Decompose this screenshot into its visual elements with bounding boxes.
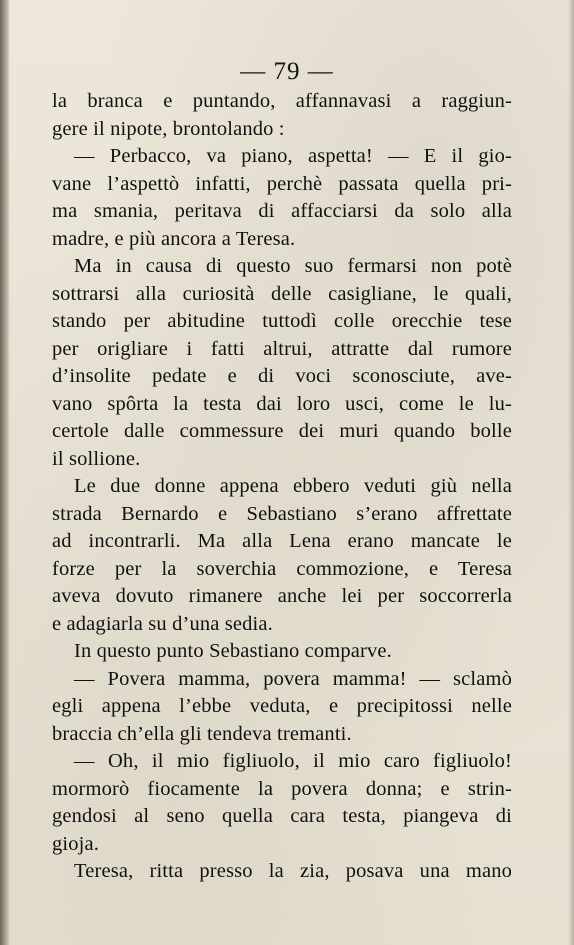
text-line: gere il nipote, brontolando : [52, 117, 285, 140]
text-line: ad incontrarli. Ma alla Lena erano mancate le [52, 530, 512, 552]
text-line: forze per la soverchia commozione, e Teresa [52, 557, 512, 580]
text-line: egli appena l’ebbe veduta, e precipitossi nelle [52, 695, 512, 717]
page-gutter-shadow [0, 0, 10, 945]
text-line: per origliare i fatti altrui, attratte dal rumore [52, 337, 512, 360]
text-line: In questo punto Sebastiano comparve. [74, 640, 392, 662]
text-line: Le due donne appena ebbero veduti giù nella [74, 475, 512, 497]
text-line: vane l’aspettò infatti, perchè passata quella pri- [52, 172, 512, 195]
text-line: madre, e più ancora a Teresa. [52, 227, 296, 250]
page-edge-shadow [568, 0, 574, 945]
text-line: Ma in causa di questo suo fermarsi non potè [74, 255, 512, 277]
text-line: aveva dovuto rimanere anche lei per soccorrerla [52, 585, 512, 607]
text-line: il sollione. [52, 447, 141, 470]
text-line: stando per abitudine tuttodì colle orecchie tese [52, 310, 512, 332]
text-line: — Perbacco, va piano, aspetta! — E il gio- [74, 145, 512, 167]
text-line: sottrarsi alla curiosità delle casigliane, le quali, [52, 282, 512, 305]
text-line: — Povera mamma, povera mamma! — sclamò [74, 667, 512, 690]
text-line: braccia ch’ella gli tendeva tremanti. [52, 722, 352, 745]
page-number: — 79 — [240, 58, 334, 85]
text-line: ma smania, peritava di affacciarsi da solo alla [52, 200, 512, 222]
text-line: gioja. [52, 832, 100, 855]
text-line: Teresa, ritta presso la zia, posava una mano [74, 860, 512, 882]
text-line: la branca e puntando, affannavasi a raggiun- [52, 90, 512, 112]
text-line: d’insolite pedate e di voci sconosciute, ave- [52, 365, 512, 387]
text-line: e adagiarla su d’una sedia. [52, 612, 273, 635]
text-line: gendosi al seno quella cara testa, piangeva di [52, 805, 512, 827]
text-line: vano spôrta la testa dai loro usci, come le lu- [52, 392, 512, 415]
text-line: strada Bernardo e Sebastiano s’erano affrettate [52, 502, 512, 525]
text-line: — Oh, il mio figliuolo, il mio caro figliuolo! [74, 750, 512, 772]
text-line: certole dalle commessure dei muri quando bolle [52, 420, 512, 442]
text-line: mormorò fiocamente la povera donna; e strin- [52, 777, 512, 800]
body-text [52, 88, 512, 886]
